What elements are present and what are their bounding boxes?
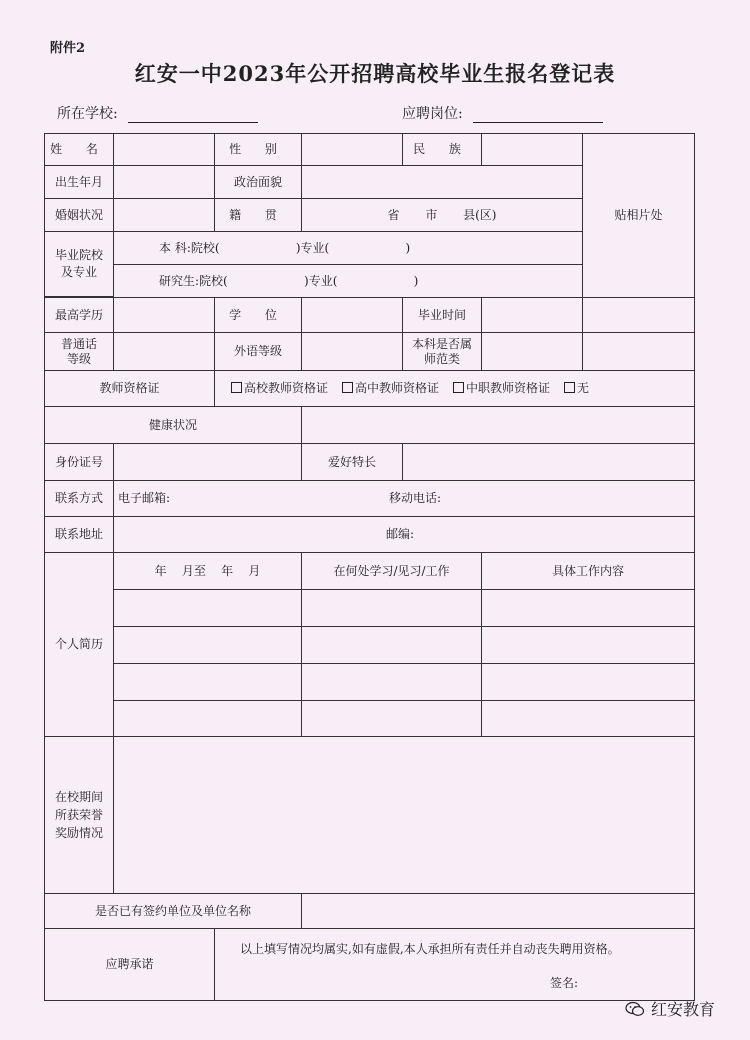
cert-option-highschool[interactable]: 高中教师资格证 — [342, 380, 439, 397]
grad-time-label: 毕业时间 — [402, 297, 482, 333]
position-label: 应聘岗位: — [402, 106, 463, 122]
registration-form — [44, 133, 695, 1001]
grad-school-label — [44, 231, 114, 297]
pledge-label: 应聘承诺 — [44, 928, 215, 1001]
resume-period-2[interactable] — [113, 626, 302, 664]
id-number-label: 身份证号 — [44, 443, 114, 481]
checkbox-icon[interactable] — [231, 382, 242, 393]
resume-place-2[interactable] — [301, 626, 482, 664]
resume-period-4[interactable] — [113, 700, 302, 737]
contact-label: 联系方式 — [44, 480, 114, 517]
highest-edu-input[interactable] — [113, 297, 215, 333]
gender-input[interactable] — [301, 133, 403, 166]
resume-place-4[interactable] — [301, 700, 482, 737]
foreign-lang-input[interactable] — [301, 332, 403, 371]
name-input[interactable] — [113, 133, 215, 166]
attachment-label: 附件2 — [50, 41, 86, 56]
normal-label-line1: 本科是否属 — [411, 336, 472, 351]
cert-option-vocational[interactable]: 中职教师资格证 — [453, 380, 550, 397]
teacher-cert-label: 教师资格证 — [44, 370, 215, 407]
resume-content-3[interactable] — [481, 663, 695, 701]
pledge-text: 以上填写情况均属实,如有虚假,本人承担所有责任并自动丧失聘用资格。 — [240, 942, 620, 956]
graduate-row[interactable] — [113, 264, 583, 298]
school-label: 所在学校: — [57, 106, 118, 122]
mandarin-label — [44, 332, 114, 371]
hobby-label: 爱好特长 — [301, 443, 403, 481]
watermark — [625, 997, 715, 1020]
normal-extra[interactable] — [582, 332, 695, 371]
resume-place-3[interactable] — [301, 663, 482, 701]
resume-place-header: 在何处学习/见习/工作 — [301, 552, 482, 590]
politics-input[interactable] — [301, 165, 583, 199]
ethnicity-input[interactable] — [481, 133, 583, 166]
school-field[interactable] — [57, 103, 258, 123]
resume-content-2[interactable] — [481, 626, 695, 664]
ethnicity-label: 民 族 — [402, 133, 482, 166]
resume-label: 个人简历 — [44, 552, 114, 737]
honors-label-line1: 在校期间 — [54, 790, 103, 804]
birth-input[interactable] — [113, 165, 215, 199]
gender-label: 性 别 — [214, 133, 302, 166]
checkbox-icon[interactable] — [342, 382, 353, 393]
resume-content-1[interactable] — [481, 589, 695, 627]
health-label: 健康状况 — [44, 406, 302, 444]
honors-label — [44, 736, 114, 894]
resume-period-3[interactable] — [113, 663, 302, 701]
mandarin-label-line2: 等级 — [66, 351, 91, 366]
postcode-label: 邮编: — [386, 527, 415, 541]
signature-label: 签名: — [550, 976, 579, 990]
checkbox-icon[interactable] — [564, 382, 575, 393]
degree-label: 学 位 — [214, 297, 302, 333]
graduate-text: 研究生:院校( )专业( ) — [159, 273, 419, 288]
cert-option-college[interactable]: 高校教师资格证 — [231, 380, 328, 397]
address-label: 联系地址 — [44, 516, 114, 553]
photo-area[interactable] — [582, 133, 695, 298]
resume-place-1[interactable] — [301, 589, 482, 627]
native-place-fill: 省 市 县(区) — [387, 207, 497, 222]
mandarin-label-line1: 普通话 — [60, 336, 97, 351]
hobby-input[interactable] — [402, 443, 695, 481]
contract-input[interactable] — [301, 893, 695, 929]
honors-input[interactable] — [113, 736, 695, 894]
marital-label: 婚姻状况 — [44, 198, 114, 232]
native-place-input[interactable] — [301, 198, 583, 232]
id-number-input[interactable] — [113, 443, 302, 481]
cert-option-none[interactable]: 无 — [564, 380, 589, 397]
wechat-icon — [625, 1001, 645, 1017]
school-line — [128, 122, 258, 123]
normal-label-line2: 师范类 — [423, 351, 460, 366]
normal-input[interactable] — [481, 332, 583, 371]
page-title: 红安一中2023年公开招聘高校毕业生报名登记表 — [134, 61, 616, 86]
grad-school-label-line2: 及专业 — [60, 265, 97, 279]
highest-edu-label: 最高学历 — [44, 297, 114, 333]
position-field[interactable] — [402, 103, 603, 123]
marital-input[interactable] — [113, 198, 215, 232]
pledge-box[interactable] — [214, 928, 695, 1001]
contact-row[interactable] — [113, 480, 695, 517]
photo-label: 贴相片处 — [614, 208, 663, 222]
birth-label: 出生年月 — [44, 165, 114, 199]
foreign-lang-label: 外语等级 — [214, 332, 302, 371]
undergrad-text: 本 科:院校( )专业( ) — [159, 240, 411, 255]
mobile-label: 移动电话: — [389, 491, 442, 505]
honors-label-line3: 奖励情况 — [54, 826, 103, 840]
name-label: 姓 名 — [44, 133, 114, 166]
checkbox-icon[interactable] — [453, 382, 464, 393]
resume-period-1[interactable] — [113, 589, 302, 627]
politics-label: 政治面貌 — [214, 165, 302, 199]
grad-time-input[interactable] — [481, 297, 583, 333]
teacher-cert-options — [214, 370, 695, 407]
undergrad-row[interactable] — [113, 231, 583, 265]
honors-label-line2: 所获荣誉 — [54, 808, 103, 822]
address-row[interactable] — [113, 516, 695, 553]
grad-school-label-line1: 毕业院校 — [54, 248, 103, 262]
watermark-text: 红安教育 — [651, 1000, 716, 1019]
mandarin-input[interactable] — [113, 332, 215, 371]
normal-label — [402, 332, 482, 371]
contract-label: 是否已有签约单位及单位名称 — [44, 893, 302, 929]
resume-content-4[interactable] — [481, 700, 695, 737]
resume-period-header: 年 月至 年 月 — [113, 552, 302, 590]
email-label: 电子邮箱: — [118, 491, 171, 505]
health-input[interactable] — [301, 406, 695, 444]
native-place-label: 籍 贯 — [214, 198, 302, 232]
grad-time-extra[interactable] — [582, 297, 695, 333]
resume-content-header: 具体工作内容 — [481, 552, 695, 590]
degree-input[interactable] — [301, 297, 403, 333]
position-line — [473, 122, 603, 123]
